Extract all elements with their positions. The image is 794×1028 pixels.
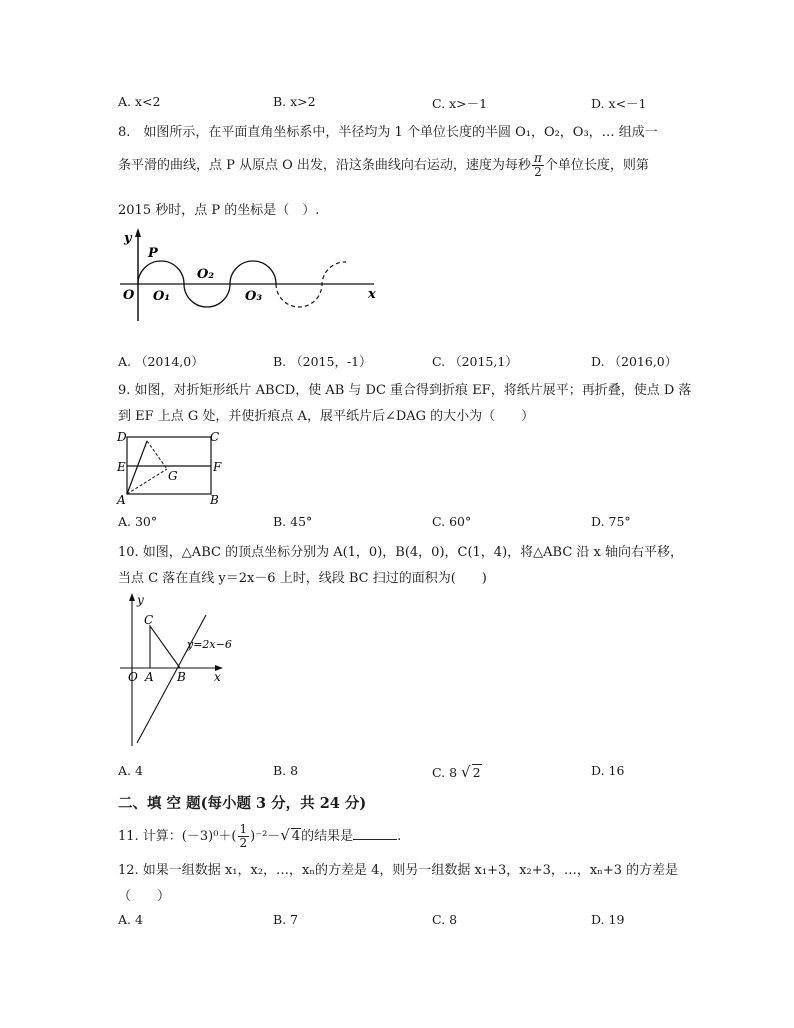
q12-option-d: D. 19 — [591, 912, 625, 927]
q10-triangle — [150, 626, 180, 668]
q10-label-line: y=2x−6 — [187, 638, 232, 651]
q8-option-b: B. （2015，-1） — [273, 354, 372, 369]
q8-line2-pre: 条平滑的曲线，点 P 从原点 O 出发，沿这条曲线向右运动，速度为每秒 — [118, 158, 531, 173]
q11-post: 的结果是 — [301, 829, 354, 844]
q9-option-d: D. 75° — [591, 514, 631, 529]
q9-line2: 到 EF 上点 G 处，并使折痕点 A，展平纸片后∠DAG 的大小为（ ） — [118, 409, 535, 424]
q9-line1: 9. 如图，对折矩形纸片 ABCD，使 AB 与 DC 重合得到折痕 EF，将纸片展平；再折叠，使点 D 落 — [118, 383, 692, 398]
q8-option-d: D. （2016,0） — [591, 354, 678, 369]
q12-option-c: C. 8 — [432, 912, 458, 927]
q10-label-a: A — [145, 670, 154, 684]
q8-line2 — [118, 152, 649, 179]
q11-fraction — [238, 823, 250, 850]
q10-label-b: B — [177, 670, 186, 684]
q8-option-a: A. （2014,0） — [118, 354, 204, 369]
q8-label-x: x — [368, 287, 376, 302]
q11-frac-num: 1 — [239, 822, 248, 836]
q7-option-b: B. x>2 — [273, 94, 316, 109]
q10-option-a: A. 4 — [118, 763, 143, 778]
q10-label-y: y — [137, 593, 144, 607]
q8-y-arrow-icon — [135, 228, 141, 237]
q8-label-o3: O₃ — [245, 289, 263, 304]
q12-line2: （ ） — [118, 889, 171, 904]
q9-label-c: C — [210, 430, 220, 444]
q10-option-c-label: C. 8 — [432, 765, 458, 780]
q7-option-a: A. x<2 — [118, 94, 161, 109]
q8-frac-den: 2 — [534, 165, 542, 179]
q11-mid: )⁻²－ — [250, 829, 281, 844]
q9-label-e: E — [117, 460, 126, 474]
q11-end: . — [397, 829, 402, 844]
q10-option-b: B. 8 — [273, 763, 299, 778]
q8-label-o: O — [123, 288, 135, 303]
q10-option-d: D. 16 — [591, 763, 625, 778]
q9-label-d: D — [117, 430, 127, 444]
q9-crease — [127, 441, 147, 494]
q11-pre: 11. 计算：(－3)⁰＋( — [118, 829, 237, 844]
q8-figure — [112, 226, 392, 326]
q7-option-d: D. x<－1 — [591, 96, 647, 111]
q11-sqrt: 4 — [291, 829, 301, 844]
q9-dg-dashed — [147, 441, 167, 469]
q12-line1: 12. 如果一组数据 x₁，x₂，…，xₙ的方差是 4，则另一组数据 x₁+3，x₂+3，…，xₙ+3 的方差是 — [118, 863, 679, 878]
q11-answer-blank[interactable] — [353, 829, 397, 840]
q10-label-c: C — [144, 613, 154, 627]
q9-option-c: C. 60° — [432, 514, 472, 529]
q10-label-o: O — [128, 670, 138, 684]
section-2-heading: 二、填 空 题(每小题 3 分，共 24 分) — [118, 795, 367, 812]
q8-line1: 8. 如图所示，在平面直角坐标系中，半径均为 1 个单位长度的半圆 O₁，O₂，O₃，… 组成一 — [118, 125, 658, 140]
q10-line2: 当点 C 落在直线 y＝2x－6 上时，线段 BC 扫过的面积为( ) — [118, 571, 487, 586]
q11-frac-den: 2 — [239, 836, 248, 850]
q8-option-c: C. （2015,1） — [432, 354, 518, 369]
q10-option-c-sqrt: 2 — [472, 765, 481, 780]
q8-line3: 2015 秒时，点 P 的坐标是（ ）. — [118, 203, 320, 218]
q9-figure — [112, 428, 232, 506]
q9-option-a: A. 30° — [118, 514, 158, 529]
q10-option-c: C. 8 √ 2 — [432, 763, 481, 781]
q9-label-f: F — [213, 460, 222, 474]
q8-speed-fraction — [532, 152, 544, 179]
q9-label-a: A — [117, 493, 126, 506]
q8-label-y: y — [124, 231, 132, 246]
q12-option-a: A. 4 — [118, 912, 143, 927]
q7-option-c: C. x>－1 — [432, 96, 488, 111]
q8-line2-post: 个单位长度，则第 — [544, 158, 649, 173]
q9-ag-dashed — [127, 469, 167, 494]
q10-y-arrow-icon — [129, 593, 135, 601]
q10-figure — [112, 590, 237, 750]
q8-label-p: P — [148, 246, 158, 261]
q8-frac-num: π — [533, 151, 542, 165]
q10-label-x: x — [214, 670, 221, 684]
q10-line1: 10. 如图，△ABC 的顶点坐标分别为 A(1，0)，B(4，0)，C(1，4)，将△ABC 沿 x 轴向右平移， — [118, 545, 683, 560]
q11-line: 11. 计算：(－3)⁰＋( $\frac{1}{2}$ )⁻²－√ 4的结果是 . — [118, 822, 402, 850]
q8-label-o1: O₁ — [153, 289, 171, 304]
q9-label-b: B — [210, 493, 219, 506]
q8-label-o2: O₂ — [197, 267, 215, 282]
q9-label-g: G — [168, 469, 178, 483]
q12-option-b: B. 7 — [273, 912, 299, 927]
q9-option-b: B. 45° — [273, 514, 313, 529]
